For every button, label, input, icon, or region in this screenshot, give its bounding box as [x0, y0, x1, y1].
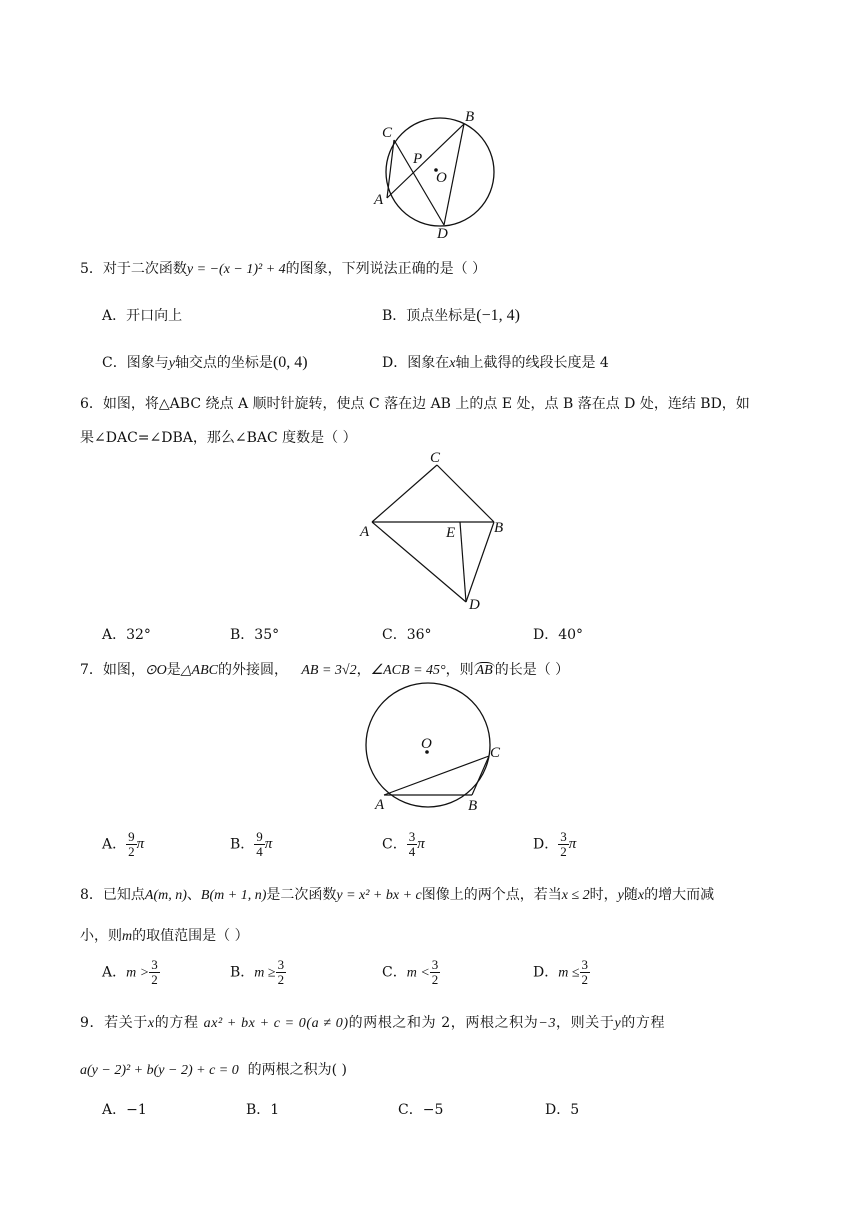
q8-option-a[interactable]: A．m > $\frac{3}{2}$	[102, 957, 158, 987]
q6-option-a[interactable]: A．32°	[102, 627, 151, 643]
q8-stem-line2: 小，则m的取值范围是（ ）	[80, 928, 249, 944]
label-P: P	[413, 151, 423, 167]
q7-option-d[interactable]: D． $\frac{3}{2}$ π	[533, 829, 577, 859]
fraction: $\frac{3}{2}$	[151, 957, 158, 987]
q6-stem-line1: 6．如图，将△ABC 绕点 A 顺时针旋转，使点 C 落在边 AB 上的点 E 处，点 B 落在点 D 处，连结 BD，如	[80, 396, 750, 412]
q6-option-d[interactable]: D．40°	[533, 627, 584, 643]
q8-option-b[interactable]: B．m ≥ $\frac{3}{2}$	[230, 957, 285, 987]
fraction: $\frac{9}{2}$	[128, 829, 135, 859]
q9-option-a[interactable]: A．−1	[102, 1102, 147, 1118]
fraction: $\frac{9}{4}$	[256, 829, 263, 859]
fraction: $\frac{3}{2}$	[431, 957, 439, 987]
label-A: A	[375, 797, 385, 813]
q7-option-c[interactable]: C． $\frac{3}{4}$ π	[382, 829, 425, 859]
q9-stem-line1: 9．若关于x的方程 ax² + bx + c = 0(a ≠ 0)的两根之和为 2，两根之积为−3，则关于y的方程	[80, 1015, 666, 1031]
q9-option-d[interactable]: D．5	[545, 1102, 580, 1118]
q6-stem-line2: 果∠DAC=∠DBA，那么∠BAC 度数是（ ）	[80, 430, 357, 446]
label-C: C	[430, 450, 441, 466]
q8-stem-line1: 8．已知点A(m, n)、B(m + 1, n)是二次函数y = x² + bx + c图像上的两个点，若当x ≤ 2时，y随x的增大而减	[80, 887, 715, 903]
label-E: E	[446, 525, 456, 541]
label-B: B	[468, 798, 478, 814]
q9-option-c[interactable]: C．−5	[398, 1102, 444, 1118]
q5-option-a[interactable]: A．开口向上	[102, 308, 183, 324]
figure-circle-chords	[0, 0, 868, 250]
circle-symbol: ⊙O	[144, 663, 167, 678]
q6-option-b[interactable]: B．35°	[230, 627, 280, 643]
q8-option-d[interactable]: D．m ≤ $\frac{3}{2}$	[533, 957, 589, 987]
label-A: A	[374, 192, 384, 208]
q7-option-b[interactable]: B． $\frac{9}{4}$ π	[230, 829, 273, 859]
q9-option-b[interactable]: B．1	[246, 1102, 280, 1118]
q8-option-c[interactable]: C．m < $\frac{3}{2}$	[382, 957, 439, 987]
fraction: $\frac{3}{2}$	[560, 829, 567, 859]
arc-ab: AB	[475, 663, 493, 678]
label-B: B	[494, 520, 504, 536]
label-B: B	[465, 109, 475, 125]
fraction: $\frac{3}{2}$	[581, 957, 589, 987]
figure-circumcircle	[0, 680, 868, 820]
label-O: O	[421, 736, 432, 752]
figure-rotation-triangle	[0, 440, 868, 620]
q7-stem: 7．如图，⊙O是△ABC的外接圆， AB = 3√2，∠ACB = 45°，则 AB 的长是（ ）	[80, 662, 570, 678]
label-D: D	[469, 597, 480, 613]
q5-option-c[interactable]: C．图象与y轴交点的坐标是(0, 4)	[102, 354, 308, 371]
q6-option-c[interactable]: C．36°	[382, 627, 432, 643]
label-A: A	[360, 524, 370, 540]
label-D: D	[437, 226, 448, 242]
q5-option-d[interactable]: D．图象在x轴上截得的线段长度是 4	[382, 355, 609, 371]
fraction: $\frac{3}{4}$	[408, 829, 416, 859]
label-O: O	[436, 170, 447, 186]
q7-option-a[interactable]: A． $\frac{9}{2}$ π	[102, 829, 145, 859]
q9-stem-line2: a(y − 2)² + b(y − 2) + c = 0 的两根之积为( )	[80, 1062, 348, 1078]
q5-stem: 5．对于二次函数y = −(x − 1)² + 4的图象，下列说法正确的是（ ）	[80, 261, 487, 277]
q5-formula: y = −(x − 1)² + 4	[186, 262, 286, 277]
label-C: C	[490, 745, 501, 761]
fraction: $\frac{3}{2}$	[277, 957, 285, 987]
label-C: C	[382, 125, 393, 141]
q5-option-b[interactable]: B．顶点坐标是(−1, 4)	[382, 307, 520, 324]
